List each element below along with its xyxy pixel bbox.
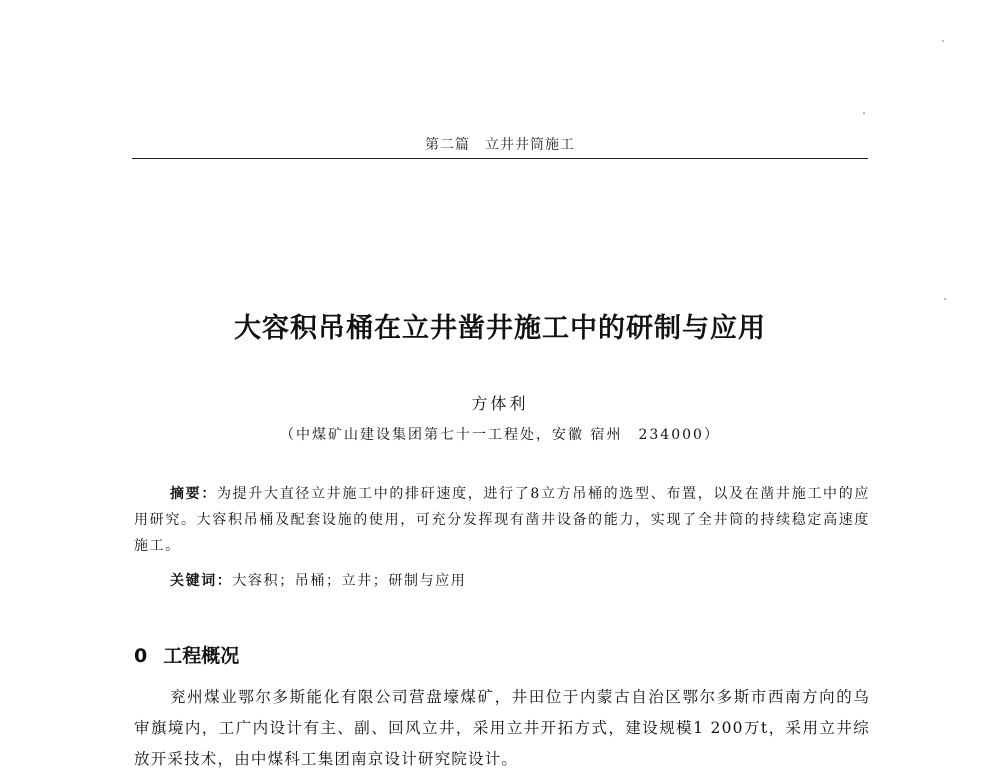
scan-speck bbox=[863, 112, 865, 114]
keywords-label: 关键词： bbox=[170, 573, 233, 589]
scan-speck bbox=[944, 298, 946, 300]
section-paragraph: 兖州煤业鄂尔多斯能化有限公司营盘壕煤矿，井田位于内蒙古自治区鄂尔多斯市西南方向的乌审旗境内，工广内设计有主、副、回风立井，采用立井开拓方式，建设规模1 200万t，采用立井综放开采技术，由中煤科工集团南京设计研究院设计。 bbox=[134, 688, 870, 768]
section-number: 0 bbox=[134, 645, 148, 667]
keywords bbox=[170, 571, 870, 591]
scan-speck bbox=[942, 40, 944, 42]
abstract bbox=[134, 481, 870, 559]
section-heading bbox=[134, 641, 239, 668]
author-affiliation: （中煤矿山建设集团第七十一工程处，安徽 宿州 234000） bbox=[280, 427, 720, 443]
paper-title: 大容积吊桶在立井凿井施工中的研制与应用 bbox=[234, 313, 766, 344]
abstract-text: 为提升大直径立井施工中的排矸速度，进行了8立方吊桶的选型、布置，以及在凿井施工中的应用研究。大容积吊桶及配套设施的使用，可充分发挥现有凿井设备的能力，实现了全井筒的持续稳定高速度施工。 bbox=[134, 486, 870, 554]
keywords-text: 大容积；吊桶；立井；研制与应用 bbox=[232, 573, 467, 589]
header-rule bbox=[132, 158, 868, 159]
running-header: 第二篇 立井井筒施工 bbox=[425, 137, 575, 153]
abstract-label: 摘要： bbox=[170, 486, 218, 502]
author-name: 方体利 bbox=[471, 394, 529, 413]
section-title: 工程概况 bbox=[163, 645, 240, 667]
